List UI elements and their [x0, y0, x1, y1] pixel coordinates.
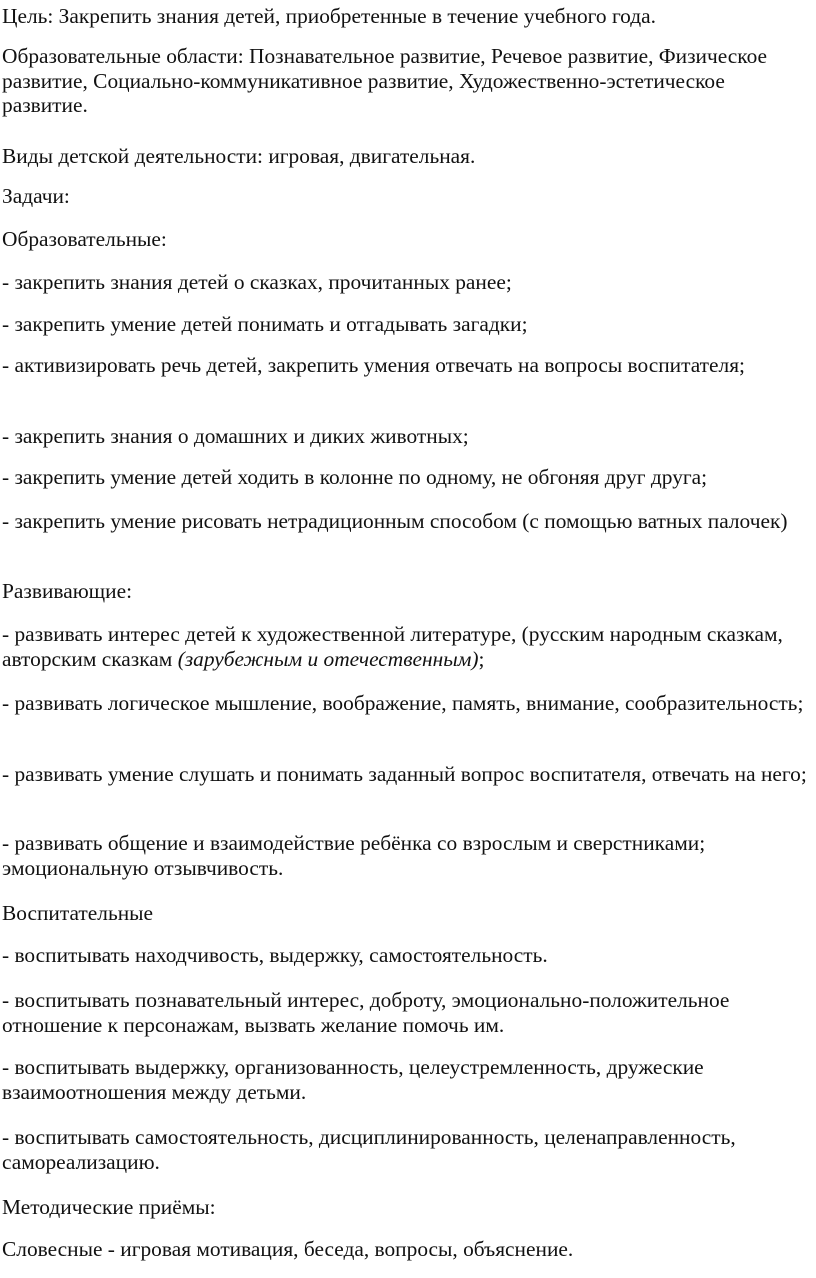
educational-item: - закрепить умение детей понимать и отгадывать загадки; — [2, 312, 528, 336]
educational-areas-paragraph: Образовательные области: Познавательное развитие, Речевое развитие, Физическое развитие, Социально-коммуникативное развитие, Художественно-эстетическое развитие. — [2, 44, 768, 118]
educational-item: - активизировать речь детей, закрепить умения отвечать на вопросы воспитателя; — [2, 353, 745, 377]
upbringing-item: - воспитывать познавательный интерес, доброту, эмоционально-положительное отношение к персонажам, вызвать желание помочь им. — [2, 988, 730, 1037]
developing-item: - развивать общение и взаимодействие ребёнка со взрослым и сверстниками; эмоциональную отзывчивость. — [2, 831, 706, 880]
educational-item: - закрепить знания детей о сказках, прочитанных ранее; — [2, 270, 512, 294]
developing-heading: Развивающие: — [2, 579, 133, 603]
developing-item-italic: (зарубежным и отечественным) — [177, 646, 479, 671]
developing-item: - развивать умение слушать и понимать заданный вопрос воспитателя, отвечать на него; — [2, 762, 807, 786]
verbal-methods-paragraph: Словесные - игровая мотивация, беседа, вопросы, объяснение. — [2, 1237, 574, 1261]
upbringing-item: - воспитывать находчивость, выдержку, самостоятельность. — [2, 943, 548, 967]
developing-item: - развивать логическое мышление, воображение, память, внимание, сообразительность; — [2, 691, 804, 715]
upbringing-item: - воспитывать выдержку, организованность, целеустремленность, дружеские взаимоотношения между детьми. — [2, 1055, 704, 1104]
educational-item: - закрепить умение рисовать нетрадиционным способом (с помощью ватных палочек) — [2, 509, 788, 533]
developing-item-text: - развивать интерес детей к художественной литературе, (русским народным сказкам, авторским сказкам — [2, 622, 783, 671]
goal-paragraph: Цель: Закрепить знания детей, приобретенные в течение учебного года. — [2, 4, 656, 28]
developing-item — [2, 622, 812, 671]
activity-types-paragraph: Виды детской деятельности: игровая, двигательная. — [2, 144, 476, 168]
upbringing-heading: Воспитательные — [2, 901, 154, 925]
upbringing-item: - воспитывать самостоятельность, дисциплинированность, целенаправленность, самореализацию. — [2, 1125, 736, 1174]
developing-item-end: ; — [478, 646, 485, 671]
methods-heading: Методические приёмы: — [2, 1195, 216, 1219]
educational-item: - закрепить знания о домашних и диких животных; — [2, 424, 469, 448]
educational-heading: Образовательные: — [2, 227, 167, 251]
tasks-heading: Задачи: — [2, 184, 70, 208]
educational-item: - закрепить умение детей ходить в колонне по одному, не обгоняя друг друга; — [2, 465, 708, 489]
